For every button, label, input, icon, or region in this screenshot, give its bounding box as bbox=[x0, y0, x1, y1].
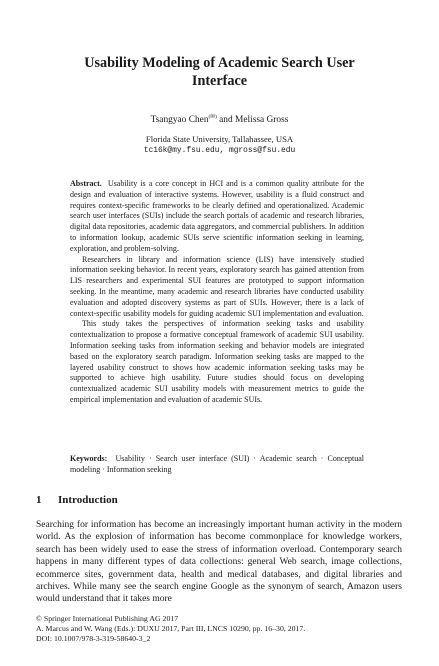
affiliation: Florida State University, Tallahassee, USA bbox=[145, 134, 294, 144]
keywords-text: Usability · Search user interface (SUI) · Academic search · Conceptual modeling · Information seeking bbox=[70, 454, 364, 474]
keywords-label: Keywords: bbox=[70, 454, 108, 463]
author-line bbox=[0, 111, 439, 126]
envelope-icon: (✉) bbox=[208, 114, 217, 120]
abstract bbox=[70, 179, 364, 406]
section-title: Introduction bbox=[58, 494, 118, 506]
author-rest: and Melissa Gross bbox=[216, 115, 289, 125]
paper-title: Usability Modeling of Academic Search User Interface bbox=[84, 55, 355, 89]
section-number: 1 bbox=[36, 494, 42, 506]
footer-copyright: © Springer International Publishing AG 2017 bbox=[36, 614, 179, 623]
section-heading bbox=[36, 493, 118, 507]
footer-citation: A. Marcus and W. Wang (Eds.): DUXU 2017, Part III, LNCS 10290, pp. 16–30, 2017. bbox=[36, 624, 306, 633]
abstract-paragraph-1 bbox=[70, 179, 364, 255]
introduction-paragraph: Searching for information has become an increasingly important human activity in the modern world. As the explosion of information has become commonplace for knowledge workers, search has been widely used to ease the stress of information overload. Contemporary search happens in many different types of data collections: general Web search, image collections, ecommerce sites, government data, health and medical databases, and digital libraries and archives. While many see the search engine Google as the synonym of search, Amazon users would understand that it takes more bbox=[36, 520, 402, 605]
footer bbox=[36, 614, 402, 644]
abstract-label: Abstract. bbox=[70, 179, 102, 188]
keywords bbox=[70, 454, 364, 476]
abstract-paragraph-2: Researchers in library and information science (LIS) have intensively studied information seeking behavior. In recent years, exploratory search has gained attention from LIS researchers and experimental SUI features are prototyped to support information seeking. In the meantime, many academic and research libraries have conducted usability evaluation and adopted discovery systems as part of SUIs. However, there is a lack of context-specific usability models for guiding academic SUI implementation and evaluation. bbox=[70, 254, 364, 318]
author-emails: tc16k@my.fsu.edu, mgross@fsu.edu bbox=[143, 146, 296, 155]
abstract-text-1: Usability is a core concept in HCI and is a common quality attribute for the design and evaluation of interactive systems. However, usability is a fluid construct and requires context-specific frameworks to be clearly defined and operationalized. Academic search user interfaces (SUIs) include the search portals of academic and research libraries, digital data repositories, academic data aggregators, and commercial publishers. In addition to information lookup, academic SUIs serve scientific information seeking in learning, exploration, and problem-solving. bbox=[70, 179, 364, 253]
abstract-paragraph-3: This study takes the perspectives of information seeking tasks and usability contextualization to propose a formative conceptual framework of academic SUI usability. Information seeking tasks from information seeking and behavior models are integrated based on the exploratory search paradigm. Information seeking tasks are mapped to the layered usability construct to shows how academic information seeking tasks may be supported to achieve high usability. Future studies should focus on developing contextualized academic SUI usability models with measurement metrics to guide the empirical implementation and evaluation of academic SUIs. bbox=[70, 319, 364, 404]
author-first: Tsangyao Chen bbox=[150, 115, 209, 125]
footer-doi: DOI: 10.1007/978-3-319-58640-3_2 bbox=[36, 634, 151, 643]
